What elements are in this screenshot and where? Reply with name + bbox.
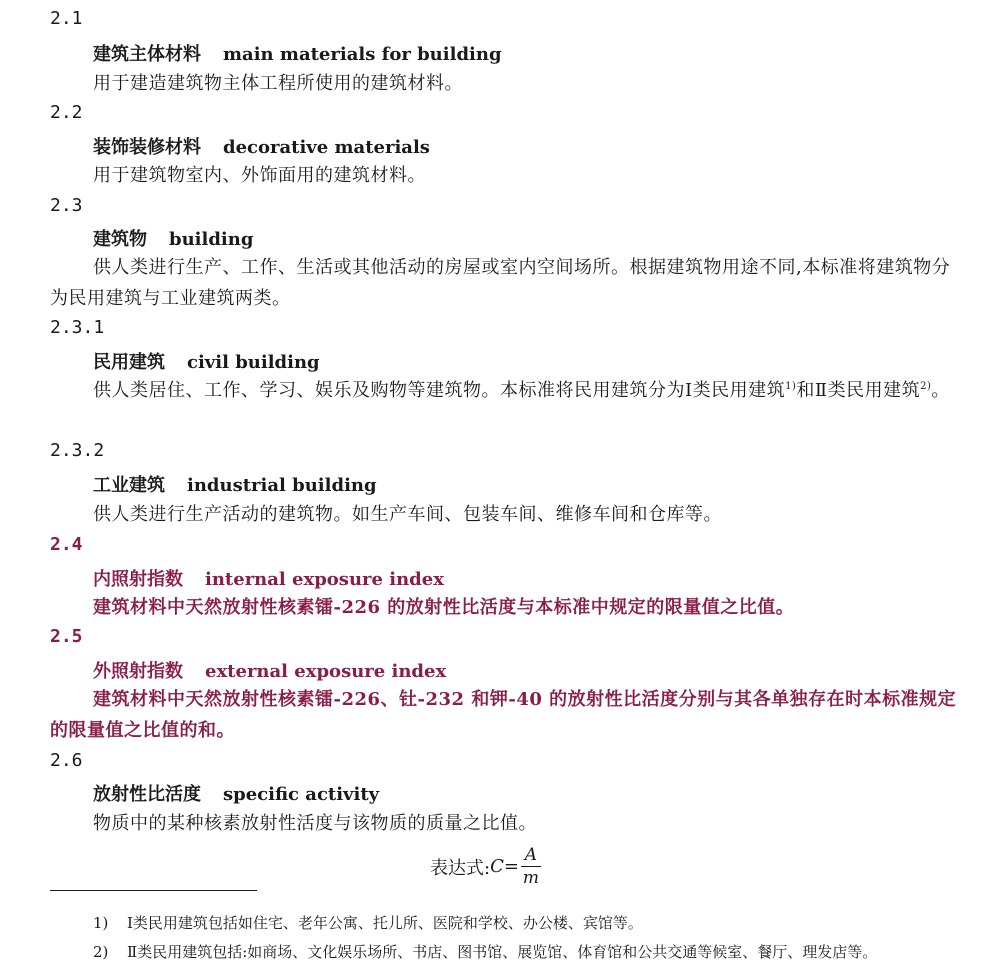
footnote <box>93 912 643 933</box>
footnote-text: Ⅰ类民用建筑包括如住宅、老年公寓、托儿所、医院和学校、办公楼、宾馆等。 <box>127 914 643 932</box>
term-zh: 装饰装修材料 <box>93 137 201 158</box>
formula-label: 表达式: <box>430 857 491 879</box>
term-heading <box>93 471 377 497</box>
section-number: 2.4 <box>50 534 83 555</box>
section-number: 2.3.1 <box>50 317 105 338</box>
footnote <box>93 941 877 962</box>
definition-text: 。 <box>931 380 950 401</box>
term-definition: 供人类进行生产活动的建筑物。如生产车间、包装车间、维修车间和仓库等。 <box>93 504 722 525</box>
section-number: 2.5 <box>50 626 83 647</box>
footnote-mark: 2) <box>93 943 109 961</box>
term-definition: 用于建筑物室内、外饰面用的建筑材料。 <box>93 165 426 186</box>
section-number: 2.3 <box>50 195 83 216</box>
term-en: main materials for building <box>223 44 502 65</box>
footnote-ref-2[interactable]: 2) <box>920 381 932 392</box>
footnote-mark: 1) <box>93 914 109 932</box>
formula-denominator: m <box>522 868 539 888</box>
footnote-ref-1[interactable]: 1) <box>785 381 797 392</box>
term-en: internal exposure index <box>205 569 444 590</box>
term-definition: 建筑材料中天然放射性核素镭-226 的放射性比活度与本标准中规定的限量值之比值。 <box>93 597 795 618</box>
definition-text: 和Ⅱ类民用建筑 <box>796 380 921 401</box>
section-number: 2.6 <box>50 750 83 771</box>
term-en: building <box>169 229 254 250</box>
term-zh: 工业建筑 <box>93 475 165 496</box>
term-definition <box>50 375 965 406</box>
term-en: external exposure index <box>205 661 447 682</box>
term-definition <box>50 252 965 314</box>
term-zh: 民用建筑 <box>93 352 165 373</box>
term-heading <box>93 348 320 374</box>
term-heading <box>93 780 379 806</box>
section-number: 2.2 <box>50 102 83 123</box>
term-definition: 用于建造建筑物主体工程所使用的建筑材料。 <box>93 73 463 94</box>
formula-fraction <box>521 845 541 888</box>
term-heading <box>93 225 253 251</box>
term-en: decorative materials <box>223 137 430 158</box>
term-zh: 内照射指数 <box>93 569 183 590</box>
definition-text: 供人类进行生产、工作、生活或其他活动的房屋或室内空间场所。根据建筑物用途不同,本标准将建筑物分为民用建筑与工业建筑两类。 <box>50 257 951 309</box>
section-number: 2.3.2 <box>50 440 105 461</box>
term-definition: 物质中的某种核素放射性活度与该物质的质量之比值。 <box>93 813 537 834</box>
definition-text: 供人类居住、工作、学习、娱乐及购物等建筑物。本标准将民用建筑分为Ⅰ类民用建筑 <box>93 380 786 401</box>
term-heading <box>93 40 502 66</box>
term-definition <box>50 684 965 746</box>
footnote-text: Ⅱ类民用建筑包括:如商场、文化娱乐场所、书店、图书馆、展览馆、体育馆和公共交通等候室、餐厅、理发店等。 <box>127 943 878 961</box>
term-zh: 放射性比活度 <box>93 784 201 805</box>
fraction-bar <box>521 866 541 867</box>
definition-text: 建筑材料中天然放射性核素镭-226、钍-232 和钾-40 的放射性比活度分别与其各单独存在时本标准规定的限量值之比值的和。 <box>50 689 957 741</box>
term-en: industrial building <box>187 475 377 496</box>
term-heading <box>93 133 430 159</box>
term-en: civil building <box>187 352 320 373</box>
term-en: specific activity <box>223 784 380 805</box>
term-zh: 建筑主体材料 <box>93 44 201 65</box>
term-heading <box>93 565 444 591</box>
term-heading <box>93 657 446 683</box>
footnote-divider <box>50 890 257 891</box>
section-number: 2.1 <box>50 8 83 29</box>
term-zh: 建筑物 <box>93 229 147 250</box>
formula-numerator: A <box>524 845 538 865</box>
term-zh: 外照射指数 <box>93 661 183 682</box>
formula <box>430 845 541 888</box>
formula-lhs: C= <box>490 856 519 877</box>
